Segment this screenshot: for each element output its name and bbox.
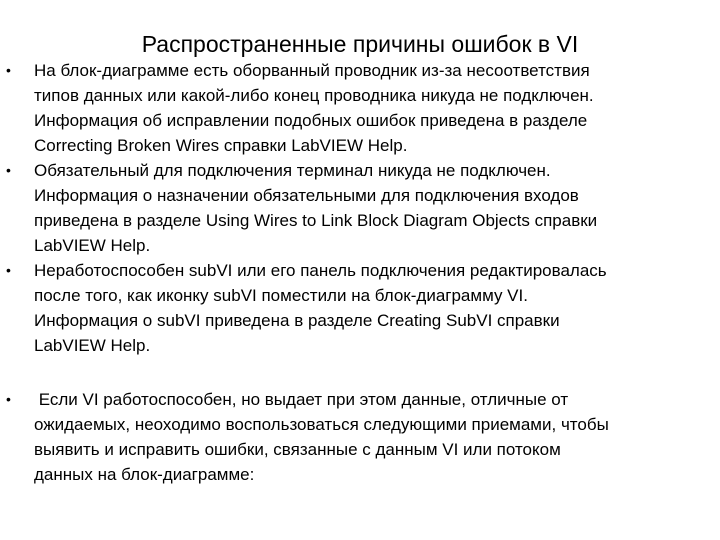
bullet-marker: • [6, 391, 11, 407]
bullet-line: данных на блок-диаграмме: [34, 465, 255, 484]
bullet-line: LabVIEW Help. [34, 336, 151, 355]
bullet-line: LabVIEW Help. [34, 236, 151, 255]
bullet-line: Информация о subVI приведена в разделе Creating SubVI справки [34, 311, 560, 330]
bullet-line: Информация об исправлении подобных ошибок приведена в разделе [34, 111, 588, 130]
bullet-line: Неработоспособен subVI или его панель подключения редактировалась [34, 261, 607, 280]
bullet-text [34, 158, 718, 258]
bullet-marker: • [6, 262, 11, 278]
bullet-line: выявить и исправить ошибки, связанные с данным VI или потоком [34, 440, 561, 459]
bullet-text [34, 258, 718, 358]
bullet-line: Информация о назначении обязательными для подключения входов [34, 186, 579, 205]
bullet-line: после того, как иконку subVI поместили на блок-диаграмму VI. [34, 286, 528, 305]
bullet-text [34, 58, 718, 158]
bullet-line: Correcting Broken Wires справки LabVIEW Help. [34, 136, 408, 155]
bullet-line: Если VI работоспособен, но выдает при этом данные, отличные от [34, 390, 569, 409]
bullet-line: приведена в разделе Using Wires to Link Block Diagram Objects справки [34, 211, 598, 230]
bullet-line: Обязательный для подключения терминал никуда не подключен. [34, 161, 551, 180]
bullet-text [34, 387, 718, 487]
bullet-line: На блок-диаграмме есть оборванный проводник из-за несоответствия [34, 61, 590, 80]
bullet-line: типов данных или какой-либо конец проводника никуда не подключен. [34, 86, 594, 105]
bullet-line: ожидаемых, неоходимо воспользоваться следующими приемами, чтобы [34, 415, 609, 434]
bullet-marker: • [6, 62, 11, 78]
slide-title: Распространенные причины ошибок в VI [141, 31, 579, 57]
bullet-marker: • [6, 162, 11, 178]
